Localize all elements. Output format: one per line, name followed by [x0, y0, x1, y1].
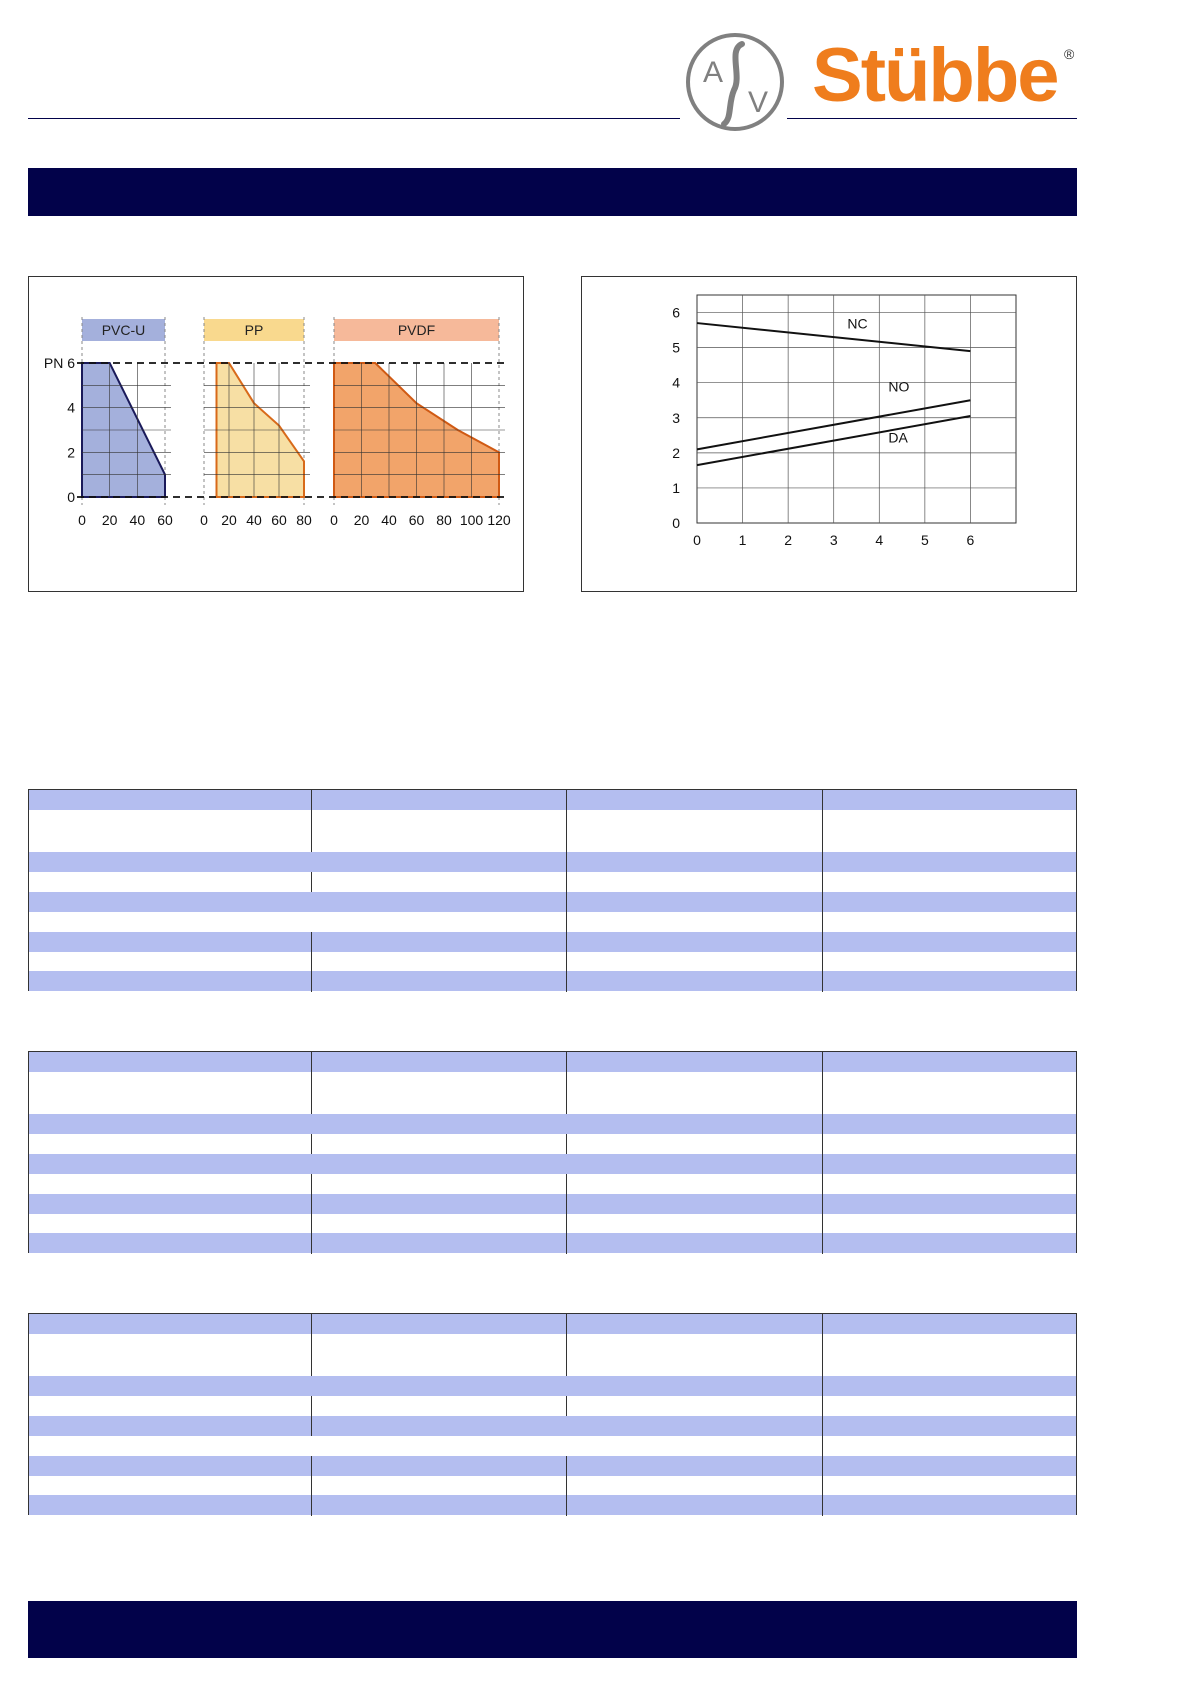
y-tick-label: 2 — [672, 444, 680, 461]
x-tick-label: 20 — [221, 512, 237, 528]
x-tick-label: 60 — [271, 512, 287, 528]
column-divider — [311, 1052, 312, 1114]
table-row — [29, 1233, 1076, 1253]
column-divider — [566, 1396, 567, 1416]
y-tick-label: 0 — [67, 489, 75, 505]
table-row — [29, 1314, 1076, 1334]
column-divider — [566, 1052, 567, 1114]
column-divider — [566, 1456, 567, 1516]
pressure-temperature-chart — [28, 276, 524, 592]
y-tick-label: 2 — [67, 444, 75, 461]
column-divider — [566, 1314, 567, 1376]
y-tick-label: 0 — [672, 515, 680, 531]
x-tick-label: 6 — [966, 532, 975, 548]
x-tick-label: 5 — [920, 532, 929, 548]
x-tick-label: 120 — [487, 512, 511, 528]
table-row — [29, 1416, 1076, 1436]
y-tick-label: 4 — [67, 399, 75, 416]
emblem-letter-a: A — [702, 56, 724, 89]
column-divider — [566, 1174, 567, 1254]
x-tick-label: 0 — [693, 532, 701, 548]
panel-header-label: PP — [244, 322, 264, 338]
column-divider — [822, 790, 823, 992]
x-tick-label: 0 — [200, 512, 208, 528]
x-tick-label: 20 — [353, 512, 370, 528]
column-divider — [566, 1134, 567, 1154]
table-row — [29, 1376, 1076, 1396]
x-tick-label: 80 — [296, 512, 312, 528]
series-label-nc: NC — [847, 315, 868, 332]
table-row — [29, 852, 1076, 872]
control-pressure-chart — [581, 276, 1077, 592]
x-tick-label: 0 — [78, 512, 86, 528]
x-tick-label: 40 — [246, 512, 262, 528]
registered-mark: ® — [1064, 46, 1075, 62]
brand-wordmark: Stübbe — [812, 33, 1058, 118]
x-tick-label: 60 — [408, 512, 425, 528]
table-row — [29, 1114, 1076, 1134]
table-2 — [28, 1051, 1077, 1253]
table-row — [29, 1495, 1076, 1515]
emblem-letter-v: V — [747, 86, 769, 119]
column-divider — [311, 932, 312, 992]
x-tick-label: 0 — [330, 512, 338, 528]
header-rule-right — [787, 118, 1077, 119]
y-tick-label: 4 — [672, 374, 680, 391]
table-row — [29, 790, 1076, 810]
x-tick-label: 40 — [129, 512, 146, 528]
table-row — [29, 971, 1076, 991]
x-tick-label: 100 — [459, 512, 484, 528]
series-label-da: DA — [888, 429, 908, 446]
title-bar — [28, 168, 1077, 216]
x-tick-label: 3 — [829, 532, 838, 548]
column-divider — [822, 1052, 823, 1254]
column-divider — [311, 1456, 312, 1516]
x-tick-label: 40 — [381, 512, 397, 528]
column-divider — [822, 1314, 823, 1516]
column-divider — [566, 790, 567, 992]
panel-header-label: PVDF — [397, 322, 436, 338]
y-tick-label: 6 — [672, 304, 680, 321]
asv-emblem-logo — [680, 30, 790, 134]
x-tick-label: 2 — [784, 532, 793, 548]
table-row — [29, 892, 1076, 912]
y-tick-label: 1 — [672, 479, 680, 496]
column-divider — [311, 1174, 312, 1254]
y-tick-label: 3 — [672, 409, 680, 426]
table-row — [29, 1052, 1076, 1072]
x-tick-label: 1 — [738, 532, 747, 548]
series-label-no: NO — [888, 378, 910, 395]
column-divider — [311, 790, 312, 852]
footer-bar — [28, 1601, 1077, 1658]
x-tick-label: 60 — [157, 512, 173, 528]
x-tick-label: 4 — [875, 532, 884, 548]
column-divider — [311, 1314, 312, 1376]
table-3 — [28, 1313, 1077, 1515]
x-tick-label: 80 — [436, 512, 452, 528]
table-row — [29, 1154, 1076, 1174]
panel-header-label: PVC-U — [101, 322, 146, 338]
pressure-temperature-svg — [29, 277, 523, 591]
table-row — [29, 1194, 1076, 1214]
control-pressure-svg — [582, 277, 1076, 591]
table-row — [29, 1456, 1076, 1476]
table-row — [29, 932, 1076, 952]
column-divider — [311, 1134, 312, 1154]
x-tick-label: 20 — [101, 512, 118, 528]
y-tick-label: 5 — [672, 339, 680, 356]
column-divider — [311, 1396, 312, 1436]
table-1 — [28, 789, 1077, 991]
column-divider — [311, 872, 312, 892]
header-rule-left — [28, 118, 680, 119]
y-tick-label: PN 6 — [43, 355, 75, 371]
